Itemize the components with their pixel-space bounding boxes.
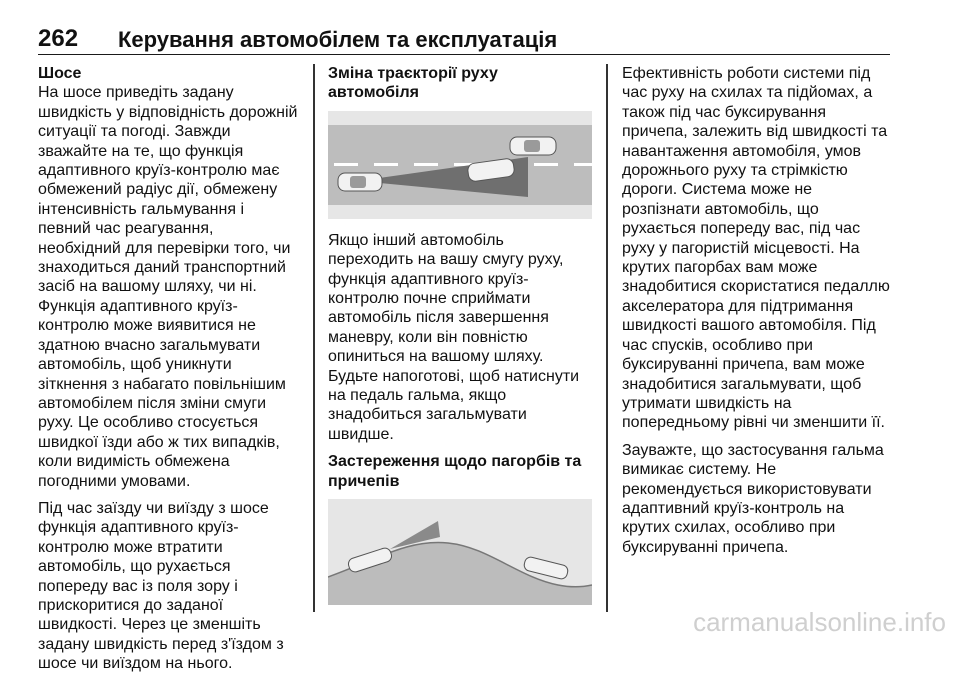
paragraph-hills-1: Ефективність роботи системи під час руху на схилах та підйомах, а також під час буксирування причепа, залежить від швидкості та навантаження автомобіля, умов дорожнього руху та стрімкістю дороги. Система може не розпізнати автомобіль, що рухається попереду вас, під час руху у пагористій місцевості. На крутих пагорбах вам може знадобитися скористатися педаллю акселератора для підтримання швидкості вашого автомобіля. Під час спусків, особливо при буксируванні причепа, вам може знадобитися загальмувати, щоб утримати швидкість на попередньому рівні чи зменшити її. [622, 65, 890, 432]
car-following-icon [338, 173, 382, 191]
column-divider-2 [606, 64, 608, 612]
paragraph-highway-2: Під час заїзду чи виїзду з шосе функція адаптивного круїз-контролю може втратити автомобіль, що рухається попереду вас із поля зору і прискоритися до заданої швидкості. Через це зменшіть задану швидкість перед з'їздом з шосе чи виїздом на нього. [38, 499, 284, 673]
page-title: Керування автомобілем та експлуатація [118, 27, 558, 52]
paragraph-lane-change: Якщо інший автомобіль переходить на вашу смугу руху, функція адаптивного круїз-контролю почне сприймати автомобіль після завершення маневру, коли він повністю опиниться на вашому шляху. Будьте напоготові, щоб натиснути на педаль гальма, якщо знадобиться загальмувати швидше. [328, 231, 580, 443]
car-ahead-icon [510, 137, 556, 155]
section-heading-lane-change: Зміна траєкторії руху автомобіля [328, 65, 498, 102]
column-2 [328, 64, 592, 617]
hills-illustration [328, 499, 592, 605]
column-1 [38, 64, 300, 682]
column-divider-1 [313, 64, 315, 612]
section-heading-highway: Шосе [38, 65, 82, 82]
section-heading-hills-trailers: Застереження щодо пагорбів та причепів [328, 453, 582, 490]
page-header [38, 24, 890, 55]
paragraph-hills-2: Зауважте, що застосування гальма вимикає систему. Не рекомендується використовувати адаптивний круїз-контроль на крутих схилах, особливо при буксируванні причепа. [622, 441, 884, 556]
page-number: 262 [38, 25, 79, 52]
paragraph-highway-1: На шосе приведіть задану швидкість у відповідність дорожній ситуації та погоді. Завжди зважайте на те, що функція адаптивного круїз-контролю має обмежений радіус дії, обмежену інтенсивність гальмування і певний час реагування, необхідний для перевірки того, чи знаходиться даний транспортний засіб на вашому шляху, чи ні. Функція адаптивного круїз-контролю може виявитися не здатною вчасно загальмувати автомобіль, щоб уникнути зіткнення з набагато повільнішим автомобілем після зміни смуги руху. Це особливо стосується швидкої їзди або ж тих випадків, коли видимість обмежена погодними умовами. [38, 84, 298, 490]
watermark: carmanualsonline.info [693, 607, 946, 637]
lane-change-illustration [328, 111, 592, 219]
column-3 [622, 64, 892, 565]
